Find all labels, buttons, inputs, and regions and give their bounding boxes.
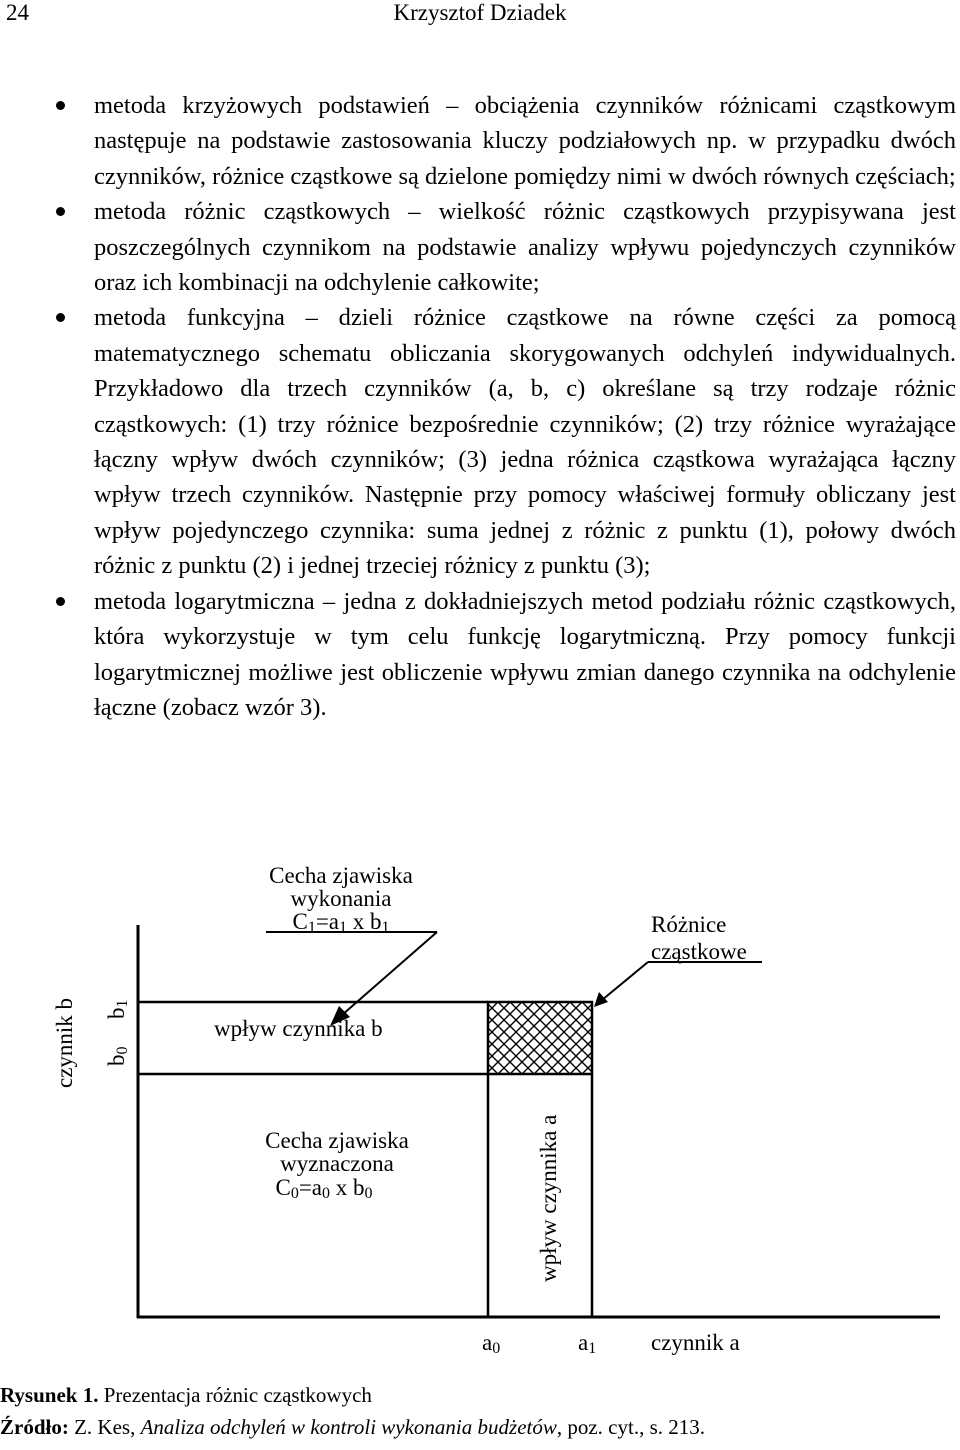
- list-item-text: metoda logarytmiczna – jedna z dokładniejszych metod podziału różnic cząstkowych, która wykorzystuje w tym celu funkcję logarytmiczną. Przy pomocy funkcji logarytmicznej możliwe jest obliczenie wpływu zmian danego czynnika na odchylenie łączne (zobacz wzór 3).: [94, 587, 956, 721]
- bullet-icon: [56, 313, 65, 322]
- tick-a0: a0: [482, 1330, 501, 1357]
- planned-formula: C0=a0 x b0: [275, 1175, 373, 1202]
- caption-label: Rysunek 1.: [0, 1383, 99, 1407]
- bullet-icon: [56, 597, 65, 606]
- caption-text: Prezentacja różnic cząstkowych: [98, 1383, 372, 1407]
- list-item: [56, 300, 956, 583]
- source-title: Analiza odchyleń w kontroli wykonania budżetów: [140, 1415, 557, 1439]
- list-item: [56, 584, 956, 726]
- page-header: [0, 0, 960, 30]
- list-item: [56, 194, 956, 300]
- planned-label-line2: wyznaczona: [280, 1151, 394, 1176]
- differences-label-line1: Różnice: [651, 912, 727, 937]
- figure-source: [0, 1415, 705, 1440]
- differences-arrow: [602, 962, 648, 1000]
- differences-arrow-head: [594, 992, 608, 1007]
- list-item: [56, 88, 956, 194]
- source-author: Z. Kes,: [68, 1415, 141, 1439]
- figure-caption: [0, 1383, 372, 1408]
- factor-a-influence-label: wpływ czynnika a: [536, 1114, 561, 1282]
- list-item-text: metoda funkcyjna – dzieli różnice cząstkowe na równe części za pomocą matematycznego schematu obliczania skorygowanych odchyleń indywidualnych. Przykładowo dla trzech czynników (a, b, c) określane są trzy rodzaje różnic cząstkowych: (1) trzy różnice bezpośrednie czynników; (2) trzy różnice wyrażające łączny wpływ dwóch czynników; (3) jedna różnica cząstkowa wyrażająca łączny wpływ trzech czynników. Następnie przy pomocy właściwej formuły obliczany jest wpływ pojedynczego czynnika: suma jednej z różnic z punktu (1), połowy dwóch różnic z punktu (2) i jednej trzeciej różnicy z punktu (3);: [94, 304, 956, 580]
- bullet-icon: [56, 101, 65, 110]
- tick-a1: a1: [578, 1330, 597, 1357]
- list-item-text: metoda różnic cząstkowych – wielkość różnic cząstkowych przypisywana jest poszczególnych czynnikom na podstawie analizy wpływu pojedynczych czynników oraz ich kombinacji na odchylenie całkowite;: [94, 198, 956, 297]
- joint-difference-square: [488, 1002, 592, 1074]
- executed-label-line2: wykonania: [290, 886, 392, 911]
- factor-b-influence-label: wpływ czynnika b: [214, 1016, 383, 1041]
- differences-label-line2: cząstkowe: [651, 939, 747, 964]
- axis-y-label: czynnik b: [52, 997, 77, 1088]
- tick-b1: b1: [104, 999, 131, 1019]
- source-label: Źródło:: [0, 1415, 69, 1439]
- method-list: [56, 88, 956, 725]
- planned-label-line1: Cecha zjawiska: [265, 1128, 409, 1153]
- tick-b0: b0: [104, 1046, 131, 1066]
- list-item-text: metoda krzyżowych podstawień – obciążenia czynników różnicami cząstkowym następuje na podstawie zastosowania kluczy podziałowych np. w przypadku dwóch czynników, różnice cząstkowe są dzielone pomiędzy nimi w dwóch równych częściach;: [94, 92, 956, 190]
- page-number: 24: [6, 0, 29, 25]
- running-head-author: Krzysztof Dziadek: [393, 0, 567, 25]
- executed-label-line1: Cecha zjawiska: [269, 863, 413, 888]
- source-rest: , poz. cyt., s. 213.: [556, 1415, 706, 1439]
- bullet-icon: [56, 207, 65, 216]
- executed-formula: C1=a1 x b1: [292, 909, 390, 936]
- partial-differences-diagram: [0, 840, 960, 1380]
- axis-x-label: czynnik a: [651, 1330, 740, 1355]
